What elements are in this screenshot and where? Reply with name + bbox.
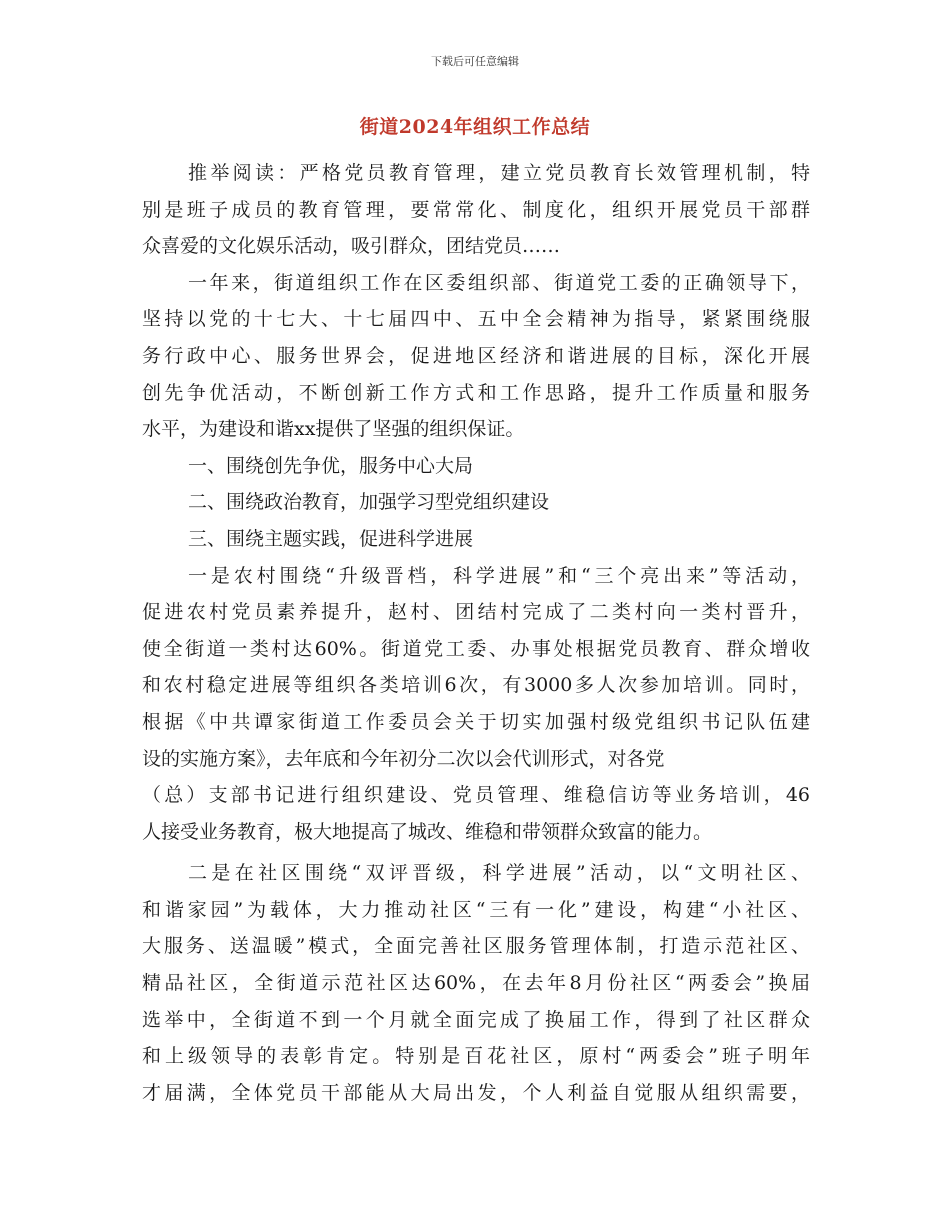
paragraph-line: 一年来，街道组织工作在区委组织部、街道党工委的正确领导下，: [188, 271, 810, 294]
document-title: 街道2024年组织工作总结: [359, 116, 591, 138]
paragraph-line: 二是在社区围绕“双评晋级，科学进展”活动，以“文明社区、: [188, 862, 810, 885]
paragraph-line: 设的实施方案》，去年底和今年初分二次以会代训形式，对各党: [142, 747, 665, 770]
section-heading: 二、围绕政治教育，加强学习型党组织建设: [188, 491, 550, 514]
paragraph-line: 精品社区，全街道示范社区达60%，在去年8月份社区“两委会”换届: [142, 972, 810, 995]
paragraph-line: 务行政中心、服务世界会，促进地区经济和谐进展的目标，深化开展: [142, 344, 810, 367]
paragraph-line: 别是班子成员的教育管理，要常常化、制度化，组织开展党员干部群: [142, 198, 810, 221]
paragraph-line: 推举阅读：严格党员教育管理，建立党员教育长效管理机制，特: [188, 162, 810, 184]
paragraph-line: 一是农村围绕“升级晋档，科学进展”和“三个亮出来”等活动，: [188, 564, 810, 587]
section-heading: 一、围绕创先争优，服务中心大局: [188, 454, 474, 477]
section-heading: 三、围绕主题实践，促进科学进展: [188, 527, 474, 550]
paragraph-line: 坚持以党的十七大、十七届四中、五中全会精神为指导，紧紧围绕服: [142, 308, 810, 331]
paragraph-line: 使全街道一类村达60%。街道党工委、办事处根据党员教育、群众增收: [142, 637, 810, 660]
header-note: 下载后可任意编辑: [431, 55, 519, 68]
paragraph-line: 根据《中共谭家街道工作委员会关于切实加强村级党组织书记队伍建: [142, 710, 810, 733]
paragraph-line: 和上级领导的表彰肯定。特别是百花社区，原村“两委会”班子明年: [142, 1045, 810, 1068]
paragraph-line: （总）支部书记进行组织建设、党员管理、维稳信访等业务培训，46: [142, 784, 810, 807]
paragraph-line: 和农村稳定进展等组织各类培训6次，有3000多人次参加培训。同时，: [142, 674, 810, 697]
paragraph-line: 和谐家园”为载体，大力推动社区“三有一化”建设，构建“小社区、: [142, 898, 810, 921]
paragraph-line: 人接受业务教育，极大地提高了城改、维稳和带领群众致富的能力。: [142, 820, 713, 843]
paragraph-line: 众喜爱的文化娱乐活动，吸引群众，团结党员……: [142, 235, 561, 258]
document-body: [142, 155, 810, 1111]
paragraph-line: 选举中，全街道不到一个月就全面完成了换届工作，得到了社区群众: [142, 1008, 810, 1031]
paragraph-line: 才届满，全体党员干部能从大局出发，个人利益自觉服从组织需要，: [142, 1081, 810, 1104]
paragraph-line: 创先争优活动，不断创新工作方式和工作思路，提升工作质量和服务: [142, 381, 810, 404]
paragraph-line: 促进农村党员素养提升，赵村、团结村完成了二类村向一类村晋升，: [142, 601, 810, 624]
paragraph-line: 水平，为建设和谐xx提供了坚强的组织保证。: [142, 418, 525, 441]
paragraph-line: 大服务、送温暖”模式，全面完善社区服务管理体制，打造示范社区、: [142, 935, 810, 958]
